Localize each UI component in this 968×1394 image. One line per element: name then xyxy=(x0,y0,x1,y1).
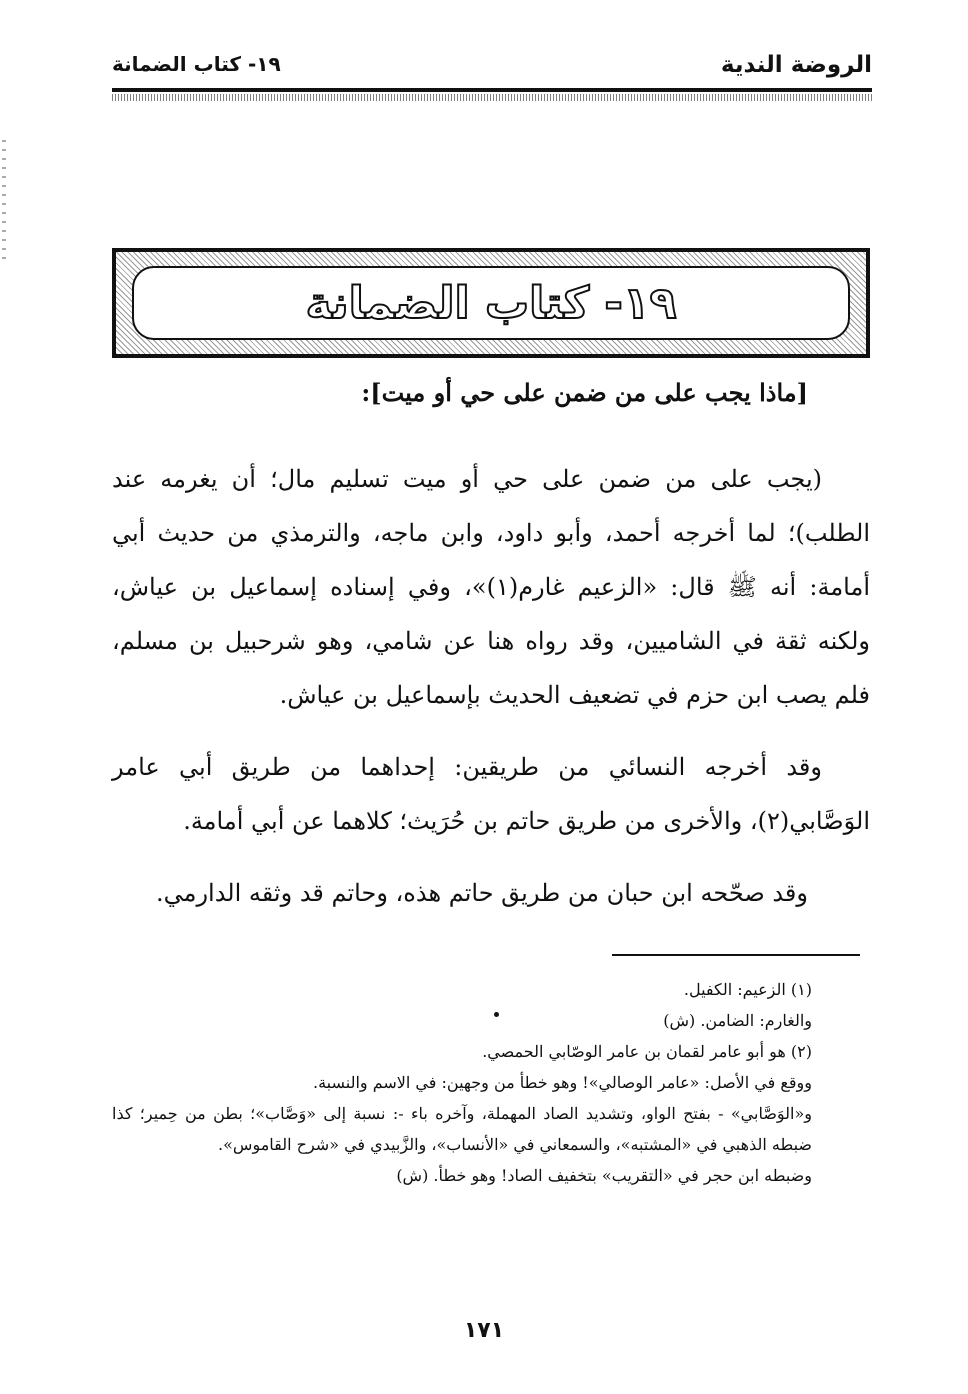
paragraph-1 xyxy=(112,452,870,722)
footnote-1-note: والغارم: الضامن. (ش) xyxy=(663,1011,812,1030)
paragraph-3 xyxy=(128,866,808,920)
footnote-2-note-c: وضبطه ابن حجر في «التقريب» بتخفيف الصاد! وهو خطأ. (ش) xyxy=(396,1166,812,1185)
paragraph-1-text: (يجب على من ضمن على حي أو ميت تسليم مال؛ أن يغرمه عند الطلب)؛ لما أخرجه أحمد، وأبو داود، وابن ماجه، والترمذي من حديث أبي أمامة: أنه ﷺ قال: «الزعيم غارم(١)»، وفي إسناده إسماعيل بن عياش، ولكنه ثقة في الشاميين، وقد رواه هنا عن شامي، وهو شرحبيل بن مسلم، فلم يصب ابن حزم في تضعيف الحديث بإسماعيل بن عياش. xyxy=(112,465,871,709)
paragraph-2-text: وقد أخرجه النسائي من طريقين: إحداهما من طريق أبي عامر الوَصَّابي(٢)، والأخرى من طريق حاتم بن حُرَيث؛ كلاهما عن أبي أمامة. xyxy=(112,753,870,835)
scan-edge-marks xyxy=(2,140,6,260)
running-header xyxy=(112,52,872,86)
footnote-separator xyxy=(612,954,860,956)
header-dotted-rule xyxy=(112,94,872,101)
footnote-2-note-a: ووقع في الأصل: «عامر الوصالي»! وهو خطأ من وجهين: في الاسم والنسبة. xyxy=(312,1073,812,1092)
chapter-title-box xyxy=(132,266,850,340)
chapter-title: ١٩- كتاب الضمانة xyxy=(305,277,677,329)
paragraph-3-text: وقد صحّحه ابن حبان من طريق حاتم هذه، وحاتم قد وثقه الدارمي. xyxy=(155,879,808,907)
page-number: ١٧١ xyxy=(463,1318,505,1343)
chapter-label: ١٩- كتاب الضمانة xyxy=(112,52,281,76)
footnotes xyxy=(112,974,860,1191)
section-question: [ماذا يجب على من ضمن على حي أو ميت]: xyxy=(361,378,808,407)
paragraph-2 xyxy=(112,740,870,848)
footnote-1: (١) الزعيم: الكفيل. xyxy=(683,980,812,999)
header-rule xyxy=(112,88,872,92)
footnote-2: (٢) هو أبو عامر لقمان بن عامر الوصّابي الحمصي. xyxy=(482,1042,812,1061)
footnote-2-note-b: و«الوَصَّابي» - بفتح الواو، وتشديد الصاد المهملة، وآخره باء -: نسبة إلى «وَصَّاب»؛ بطن من حِمير؛ كذا ضبطه الذهبي في «المشتبه»، والسمعاني في «الأنساب»، والزَّبيدي في «شرح القاموس». xyxy=(112,1104,812,1154)
chapter-title-frame xyxy=(112,248,870,358)
book-title: الروضة الندية xyxy=(720,52,872,78)
